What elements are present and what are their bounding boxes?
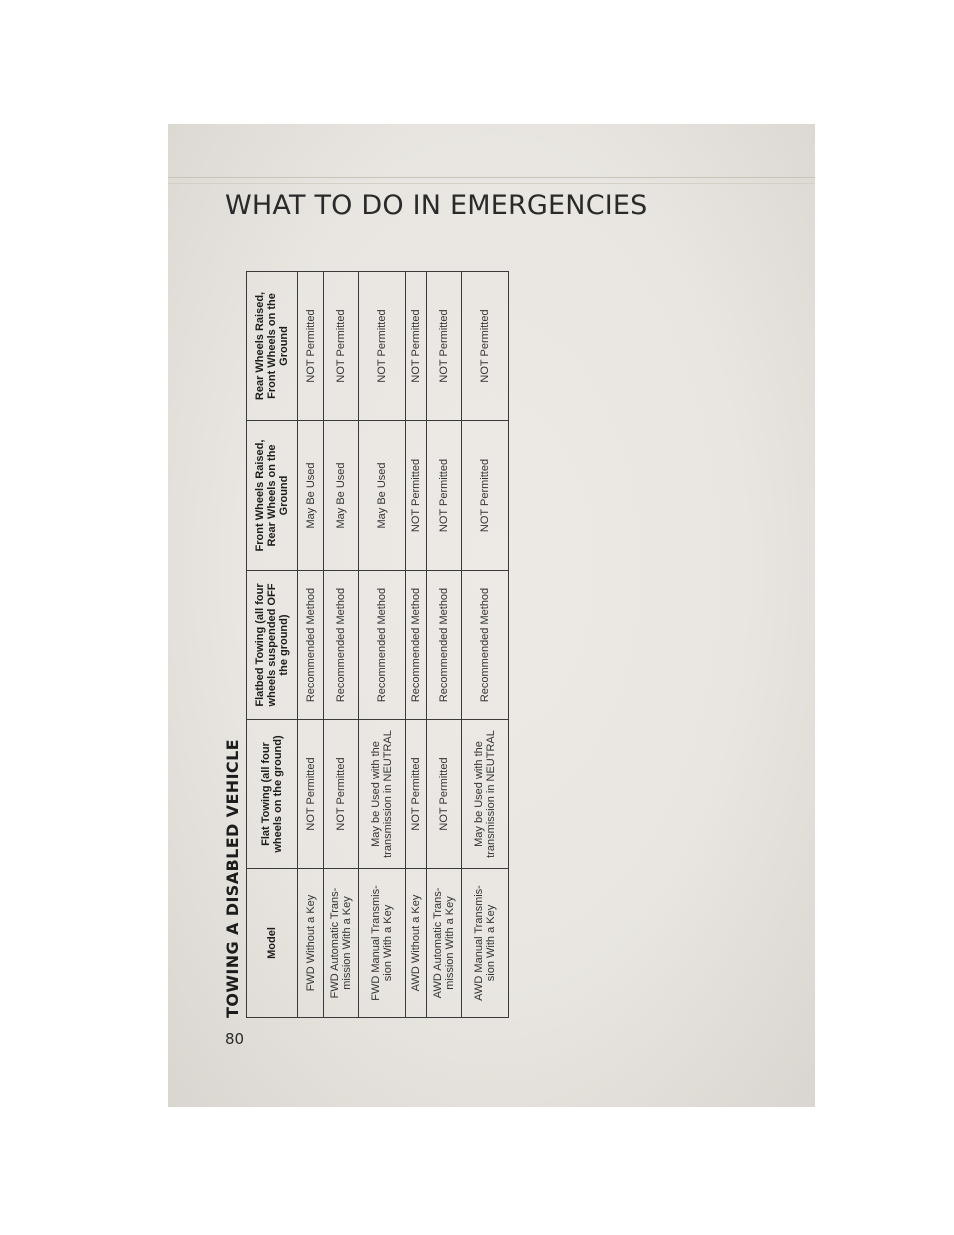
table-row xyxy=(298,272,324,1018)
table-cell-model: FWD Automatic Trans- mission With a Key xyxy=(324,869,359,1018)
section-title: TOWING A DISABLED VEHICLE xyxy=(223,739,242,1018)
table-header-row xyxy=(247,272,298,1018)
table-cell-model: AWD Automatic Trans- mission With a Key xyxy=(427,869,462,1018)
towing-table-wrapper xyxy=(246,272,499,1018)
table-cell: NOT Permitted xyxy=(298,272,324,421)
table-cell: Recommended Method xyxy=(359,571,406,720)
table-row xyxy=(462,272,509,1018)
table-cell: Recommended Method xyxy=(427,571,462,720)
page-number: 80 xyxy=(225,1030,245,1048)
table-cell: May Be Used xyxy=(298,421,324,571)
table-cell: Recommended Method xyxy=(298,571,324,720)
manual-page xyxy=(168,124,815,1107)
table-cell: NOT Permitted xyxy=(324,272,359,421)
header-rule-secondary xyxy=(168,183,815,184)
table-cell: May be Used with the transmission in NEUTRAL xyxy=(359,720,406,869)
table-cell: NOT Permitted xyxy=(406,421,427,571)
table-row xyxy=(324,272,359,1018)
chapter-heading: WHAT TO DO IN EMERGENCIES xyxy=(225,190,648,221)
column-header-flat-towing: Flat Towing (all four wheels on the ground) xyxy=(247,720,298,869)
column-header-rear-raised: Rear Wheels Raised, Front Wheels on the Ground xyxy=(247,272,298,421)
table-cell: Recommended Method xyxy=(406,571,427,720)
column-header-model: Model xyxy=(247,869,298,1018)
header-rule xyxy=(168,177,815,178)
table-cell: NOT Permitted xyxy=(462,421,509,571)
towing-table xyxy=(246,271,509,1018)
table-cell: NOT Permitted xyxy=(298,720,324,869)
table-cell: NOT Permitted xyxy=(462,272,509,421)
table-cell: NOT Permitted xyxy=(406,272,427,421)
table-cell: NOT Permitted xyxy=(427,272,462,421)
table-row xyxy=(406,272,427,1018)
table-cell: Recommended Method xyxy=(324,571,359,720)
column-header-flatbed-towing: Flatbed Towing (all four wheels suspended OFF the ground) xyxy=(247,571,298,720)
table-cell-model: AWD Without a Key xyxy=(406,869,427,1018)
table-cell: May be Used with the transmission in NEUTRAL xyxy=(462,720,509,869)
table-cell: NOT Permitted xyxy=(324,720,359,869)
table-cell-model: AWD Manual Transmis- sion With a Key xyxy=(462,869,509,1018)
column-header-front-raised: Front Wheels Raised, Rear Wheels on the Ground xyxy=(247,421,298,571)
table-row xyxy=(359,272,406,1018)
table-cell-model: FWD Manual Transmis- sion With a Key xyxy=(359,869,406,1018)
table-cell: NOT Permitted xyxy=(427,720,462,869)
table-cell: NOT Permitted xyxy=(406,720,427,869)
table-cell: NOT Permitted xyxy=(359,272,406,421)
table-cell-model: FWD Without a Key xyxy=(298,869,324,1018)
table-cell: Recommended Method xyxy=(462,571,509,720)
table-row xyxy=(427,272,462,1018)
table-cell: May Be Used xyxy=(359,421,406,571)
table-cell: May Be Used xyxy=(324,421,359,571)
table-cell: NOT Permitted xyxy=(427,421,462,571)
